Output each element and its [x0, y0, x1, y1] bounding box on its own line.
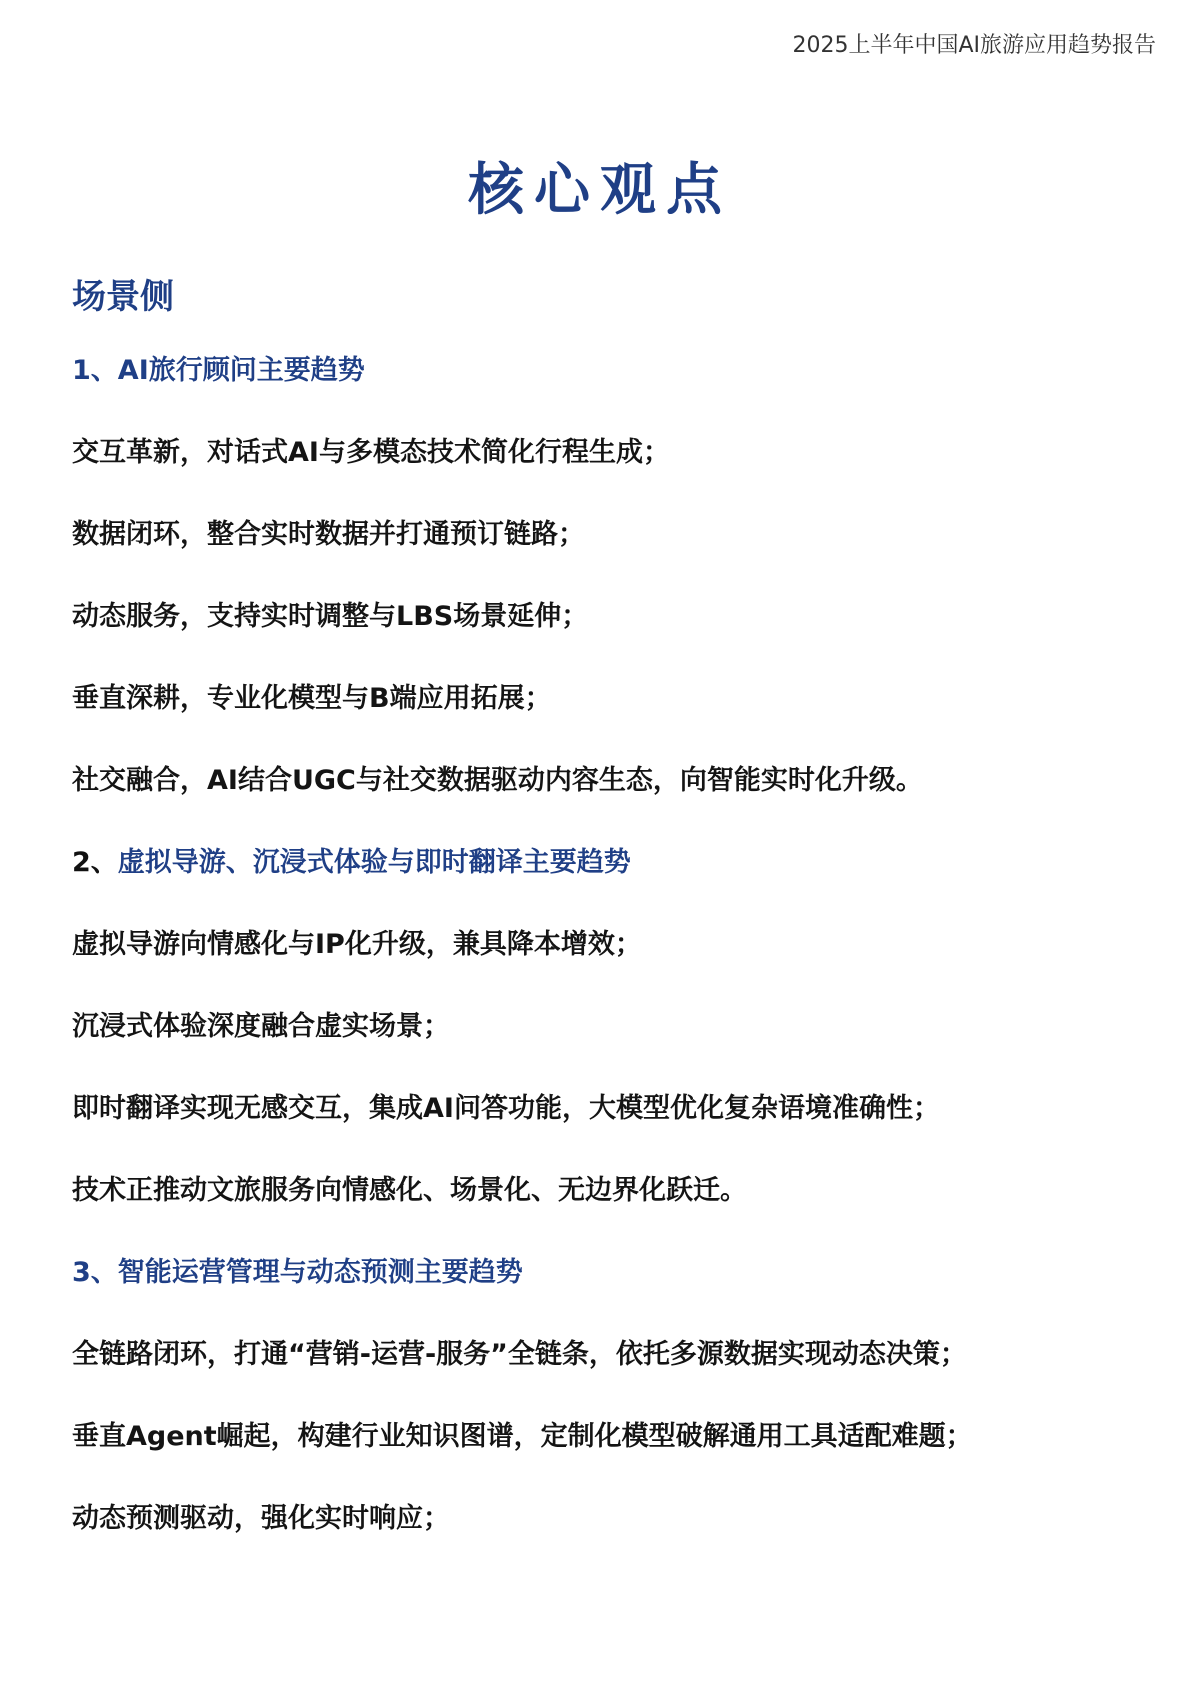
group-title: 智能运营管理与动态预测主要趋势	[117, 1257, 523, 1288]
group-title: 虚拟导游、沉浸式体验与即时翻译主要趋势	[117, 847, 631, 878]
group-number: 2、	[72, 847, 118, 878]
group-number: 3、	[72, 1257, 118, 1288]
list-item: 垂直深耕，专业化模型与B端应用拓展；	[72, 683, 552, 714]
list-item: 垂直Agent崛起，构建行业知识图谱，定制化模型破解通用工具适配难题；	[72, 1421, 973, 1452]
report-header-title: 2025上半年中国AI旅游应用趋势报告	[792, 33, 1156, 58]
group-heading	[72, 842, 1152, 924]
section-label: 场景侧	[72, 277, 174, 317]
list-item: 动态预测驱动，强化实时响应；	[72, 1503, 450, 1534]
list-item: 即时翻译实现无感交互，集成AI问答功能，大模型优化复杂语境准确性；	[72, 1093, 940, 1124]
group-title: AI旅行顾问主要趋势	[117, 355, 365, 386]
trend-group-3	[72, 1252, 1152, 1580]
list-item: 全链路闭环，打通“营销-运营-服务”全链条，依托多源数据实现动态决策；	[72, 1339, 967, 1370]
list-item: 数据闭环，整合实时数据并打通预订链路；	[72, 519, 585, 550]
trend-group-2	[72, 842, 1152, 1252]
list-item: 沉浸式体验深度融合虚实场景；	[72, 1011, 450, 1042]
group-heading	[72, 350, 1152, 432]
trend-group-1	[72, 350, 1152, 842]
page-title: 核心观点	[468, 158, 732, 223]
list-item: 动态服务，支持实时调整与LBS场景延伸；	[72, 601, 589, 632]
list-item: 技术正推动文旅服务向情感化、场景化、无边界化跃迁。	[72, 1175, 747, 1206]
group-number: 1、	[72, 355, 118, 386]
list-item: 虚拟导游向情感化与IP化升级，兼具降本增效；	[72, 929, 642, 960]
main-content	[72, 270, 1152, 1580]
group-heading	[72, 1252, 1152, 1334]
list-item: 交互革新，对话式AI与多模态技术简化行程生成；	[72, 437, 670, 468]
list-item: 社交融合，AI结合UGC与社交数据驱动内容生态，向智能实时化升级。	[72, 765, 923, 796]
